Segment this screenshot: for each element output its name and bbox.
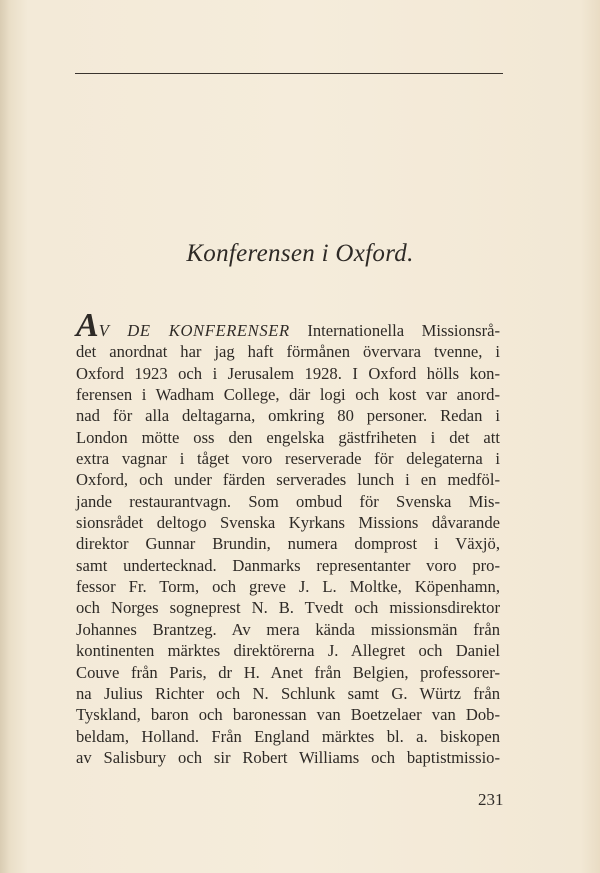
text-line: ferensen i Wadham College, där logi och kost var anord- <box>76 385 500 405</box>
text-line: direktor Gunnar Brundin, numera domprost i Växjö, <box>76 534 500 554</box>
text-line: fessor Fr. Torm, och greve J. L. Moltke, Köpenhamn, <box>76 577 500 597</box>
text-line: Oxford 1923 och i Jerusalem 1928. I Oxford hölls kon- <box>76 363 500 383</box>
chapter-title: Konferensen i Oxford. <box>186 240 414 267</box>
text-line: na Julius Richter och N. Schlunk samt G. Würtz från <box>76 683 500 703</box>
first-line-rest: Internationella Missionsrå- <box>307 321 501 340</box>
page-number: 231 <box>478 790 504 809</box>
small-caps-opening: V DE KONFERENSER <box>98 321 290 340</box>
header-rule <box>75 73 503 74</box>
drop-cap: A <box>76 307 99 344</box>
text-line: Tyskland, baron och baronessan van Boetzelaer van Dob- <box>76 705 500 725</box>
text-line: London mötte oss den engelska gästfriheten i det att <box>76 427 500 447</box>
text-line-first <box>76 307 501 344</box>
text-line: av Salisbury och sir Robert Williams och baptistmissio- <box>76 747 500 767</box>
text-line: nad för alla deltagarna, omkring 80 personer. Redan i <box>76 406 500 426</box>
text-line: Couve från Paris, dr H. Anet från Belgien, professorer- <box>76 662 500 682</box>
text-line: kontinenten märktes direktörerna J. Allegret och Daniel <box>76 641 500 661</box>
body-text <box>76 307 501 768</box>
text-line: Oxford, och under färden serverades lunch i en medföl- <box>76 470 500 490</box>
text-line: det anordnat har jag haft förmånen övervara tvenne, i <box>76 342 500 362</box>
text-line: beldam, Holland. Från England märktes bl. a. biskopen <box>76 726 500 746</box>
text-line: extra vagnar i tåget voro reserverade för delegaterna i <box>76 449 500 469</box>
text-line: Johannes Brantzeg. Av mera kända missionsmän från <box>76 619 500 639</box>
text-line: och Norges sogneprest N. B. Tvedt och missionsdirektor <box>76 598 500 618</box>
text-line: jande restaurantvagn. Som ombud för Svenska Mis- <box>76 491 500 511</box>
text-line: sionsrådet deltogo Svenska Kyrkans Missions dåvarande <box>76 513 500 533</box>
text-line: samt undertecknad. Danmarks representanter voro pro- <box>76 555 500 575</box>
